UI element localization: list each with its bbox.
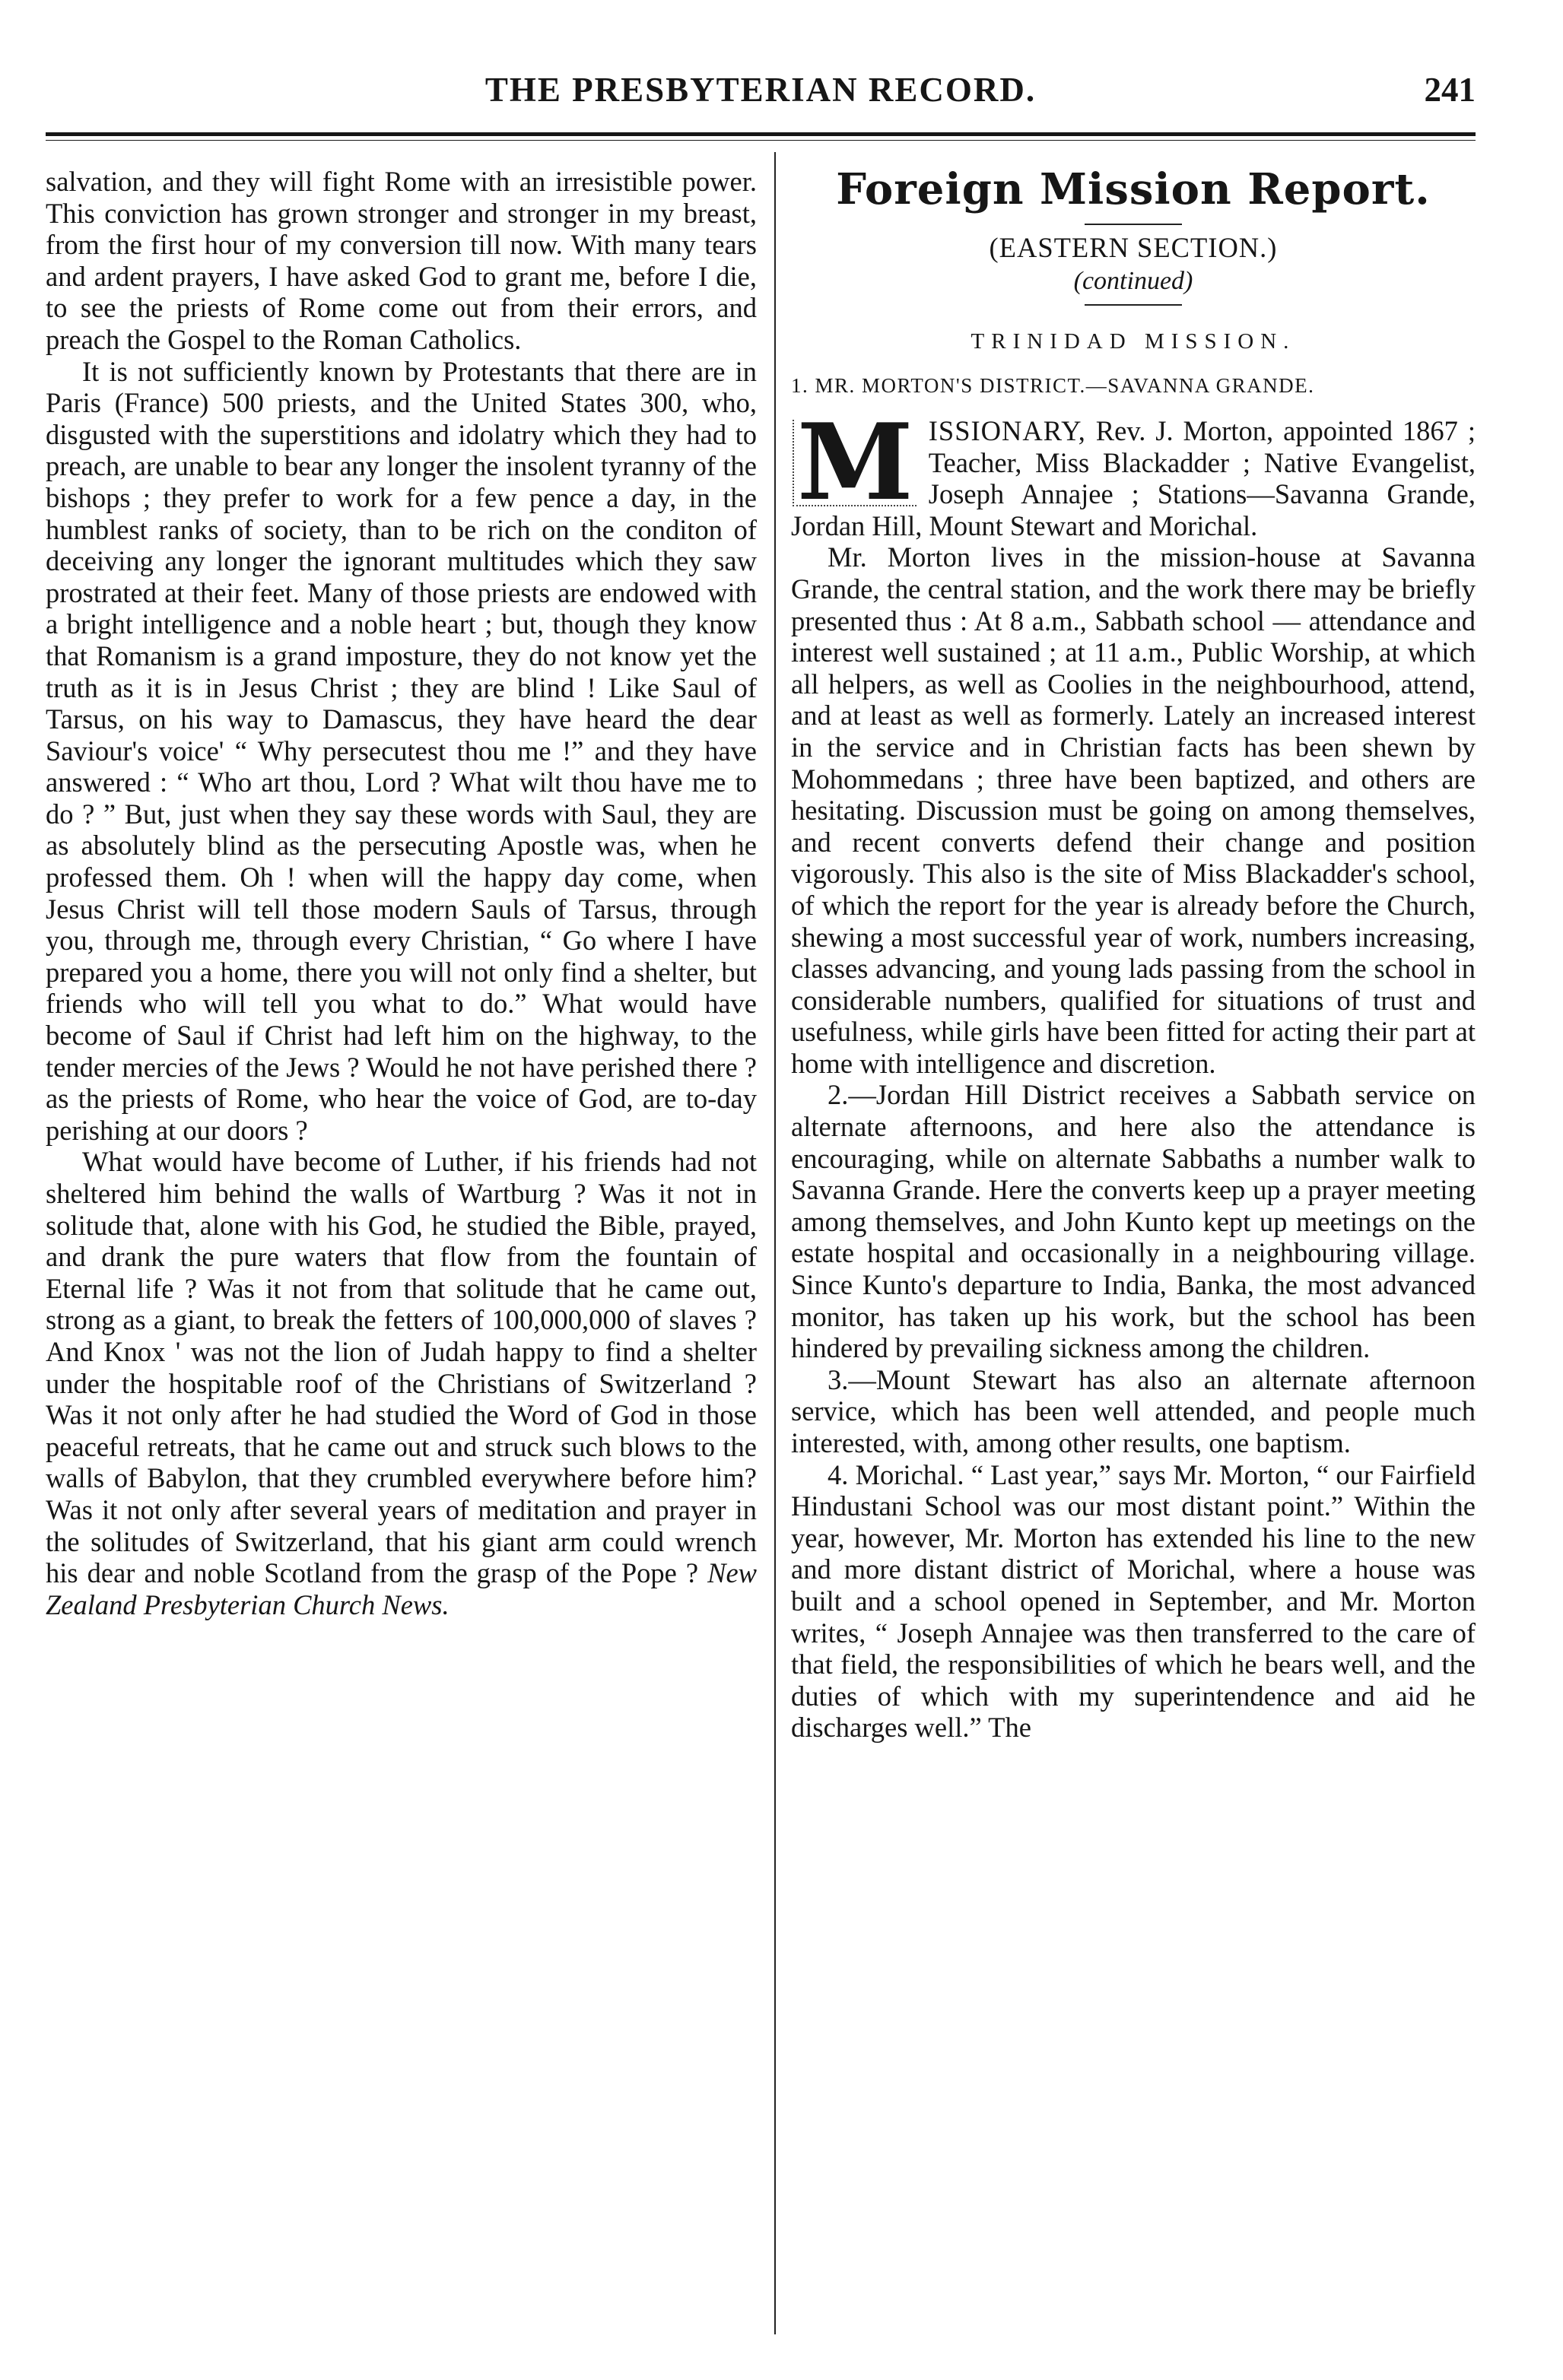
page-header bbox=[46, 70, 1476, 123]
paragraph: It is not sufficiently known by Protestants that there are in Paris (France) 500 priests, and the United States 300, who, disgusted with the superstitions and idolatry which they had to preach, are unable to bear any longer the insolent tyranny of the bishops ; they prefer to work for a few pence a day, in the humblest ranks of society, than to be rich on the conditon of deceiving any longer the ignorant multitudes which they saw prostrated at their feet. Many of those priests are endowed with a bright intelligence and a noble heart ; but, though they know that Romanism is a grand imposture, they do not know yet the truth as it is in Jesus Christ ; they are blind ! Like Saul of Tarsus, on his way to Damascus, they have heard the dear Saviour's voice' “ Why persecutest thou me !” and they have answered : “ Who art thou, Lord ? What wilt thou have me to do ? ” But, just when they say these words with Saul, they are as absolutely blind as the persecuting Apostle was, when he professed them. Oh ! when will the happy day come, when Jesus Christ will tell those modern Sauls of Tarsus, through you, through me, through every Christian, “ Go where I have prepared you a home, there you will not only find a shelter, but friends who will tell you what to do.” What would have become of Saul if Christ had left him on the highway, to the tender mercies of the Jews ? Would he not have perished there ? as the priests of Rome, who hear the voice of God, are to-day perishing at our doors ? bbox=[46, 355, 757, 1146]
paragraph-text: What would have become of Luther, if his friends had not sheltered him behind the walls of Wartburg ? Was it not in solitude that, alone with his God, he studied the Bible, prayed, and drank the pure waters that flow from the fountain of Eternal life ? Was it not from that solitude that he came out, strong as a giant, to break the fetters of 100,000,000 of slaves ? And Knox ' was not the lion of Judah happy to find a shelter under the hospitable roof of the Christians of Switzerland ? Was it not only after he had studied the Word of God in those peaceful retreats, that he came out and struck such blows to the walls of Babylon, that they crumbled everywhere before him? Was it not only after several years of meditation and prayer in the solitudes of Switzerland, that his giant arm could wrench his dear and noble Scotland from the grasp of the Pope ? bbox=[46, 1146, 757, 1589]
drop-cap: M bbox=[793, 420, 917, 506]
running-title: THE PRESBYTERIAN RECORD. bbox=[484, 71, 1037, 109]
mission-title: TRINIDAD MISSION. bbox=[971, 329, 1296, 354]
page-number: 241 bbox=[1424, 71, 1476, 109]
section-title: Foreign Mission Report. bbox=[836, 164, 1431, 214]
paragraph bbox=[46, 1146, 757, 1620]
paragraph: salvation, and they will fight Rome with an irresistible power. This conviction has grown stronger and stronger in my breast, from the first hour of my conversion till now. With many tears and ardent prayers, I have asked God to grant me, before I die, to see the priests of Rome come out from their errors, and preach the Gospel to the Roman Catholics. bbox=[46, 166, 757, 355]
paragraph: 3.—Mount Stewart has also an alternate afternoon service, which has been well attended, and people much interested, with, among other results, one baptism. bbox=[791, 1363, 1476, 1458]
header-rule bbox=[46, 132, 1476, 136]
left-column bbox=[46, 166, 757, 1620]
paragraph: 4. Morichal. “ Last year,” says Mr. Morton, “ our Fairfield Hindustani School was our most distant point.” Within the year, however, Mr. Morton has extended his line to the new and more distant district of Morichal, where a house was built and a school opened in September, and Mr. Morton writes, “ Joseph Annajee was then transferred to the care of that field, the responsibilities of which he bears well, and the duties of which with my superintendence and aid he discharges well.” The bbox=[791, 1458, 1476, 1744]
source-citation: New Zealand Presbyterian Church News. bbox=[46, 1557, 757, 1620]
opening-paragraph bbox=[791, 400, 1476, 541]
title-rule bbox=[1085, 224, 1182, 225]
district-heading: 1. MR. MORTON'S DISTRICT.—SAVANNA GRANDE. bbox=[791, 374, 1315, 397]
paragraph: 2.—Jordan Hill District receives a Sabbath service on alternate afternoons, and here also the attendance is encouraging, while on alternate Sabbaths a number walk to Savanna Grande. Here the converts keep up a prayer meeting among themselves, and John Kunto kept up meetings on the estate hospital and occasionally in a neighbouring village. Since Kunto's departure to India, Banka, the most advanced monitor, has taken up his work, but the school has been hindered by prevailing sickness among the children. bbox=[791, 1079, 1476, 1364]
right-column bbox=[791, 166, 1476, 1744]
opening-lead: ISSIONARY, bbox=[928, 415, 1086, 446]
paragraph: Mr. Morton lives in the mission-house at Savanna Grande, the central station, and the work there may be briefly presented thus : At 8 a.m., Sabbath school — attendance and interest well sustained ; at 11 a.m., Public Worship, at which all helpers, as well as Coolies in the neighbourhood, attend, and at least as well as formerly. Lately an increased interest in the service and in Christian facts has been shewn by Mohommedans ; three have been baptized, and others are hesitating. Discussion must be going on among themselves, and recent converts defend their change and position vigorously. This also is the site of Miss Blackadder's school, of which the report for the year is already before the Church, shewing a most successful year of work, numbers increasing, classes advancing, and young lads passing from the school in considerable numbers, qualified for situations of trust and usefulness, while girls have been fitted for acting their part at home with intelligence and discretion. bbox=[791, 541, 1476, 1079]
column-divider bbox=[774, 152, 776, 2334]
continued-note: (continued) bbox=[1073, 267, 1193, 295]
section-subtitle: (EASTERN SECTION.) bbox=[989, 232, 1278, 263]
header-rule-thin bbox=[46, 140, 1476, 141]
opening-text: Rev. J. Morton, appointed 1867 ; Teacher, Miss Blackadder ; Native Evangelist, Joseph Annajee ; Stations—Savanna Grande, Jordan Hill, Mount Stewart and Morichal. bbox=[791, 415, 1476, 541]
subtitle-rule bbox=[1085, 304, 1182, 306]
